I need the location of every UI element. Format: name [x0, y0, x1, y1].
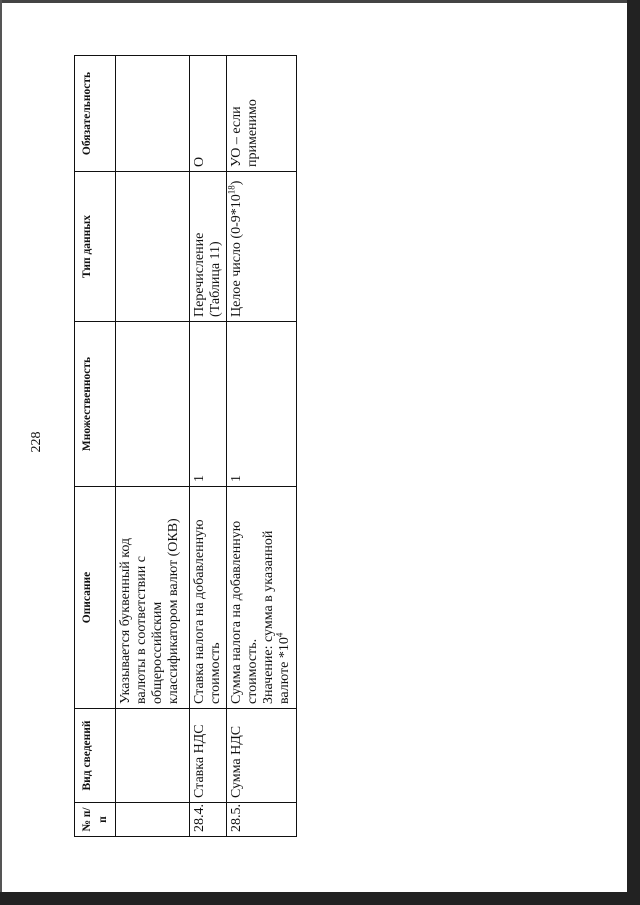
cell-obligation: О — [190, 56, 227, 172]
description-line: стоимость. — [245, 638, 260, 704]
description-line: Указывается буквенный код — [118, 537, 133, 704]
description-line: стоимость — [208, 642, 223, 704]
header-obligation: Обязательность — [75, 56, 116, 172]
description-line: Ставка налога на добавленную — [192, 519, 207, 704]
description-line: валюты в соответствии с — [134, 556, 149, 704]
table-header-row — [75, 56, 116, 837]
description-superscript: 4 — [274, 632, 285, 638]
description-line: общероссийским — [150, 601, 165, 704]
cell-description — [227, 487, 297, 709]
type-tail: ) — [229, 180, 244, 186]
header-multiplicity: Множественность — [75, 322, 116, 487]
table-row — [190, 56, 227, 837]
cell-kind — [116, 709, 190, 803]
cell-multiplicity — [116, 322, 190, 487]
cell-obligation: УО – если применимо — [227, 56, 297, 172]
cell-kind: Ставка НДС — [190, 709, 227, 803]
cell-num: 28.4. — [190, 803, 227, 837]
description-line: Сумма налога на добавленную — [229, 520, 244, 704]
spec-table — [74, 55, 297, 837]
table-row — [116, 56, 190, 837]
cell-obligation — [116, 56, 190, 172]
page-edge-right — [627, 0, 640, 905]
cell-type — [227, 172, 297, 322]
page-edge-bottom — [0, 892, 640, 905]
description-line: Значение: сумма в указанной — [261, 530, 276, 704]
cell-type — [116, 172, 190, 322]
table-row — [227, 56, 297, 837]
rotated-page-content — [29, 56, 292, 837]
page-number: 228 — [29, 431, 44, 453]
header-num: № п/п — [75, 803, 116, 837]
description-line — [274, 491, 293, 704]
header-type: Тип данных — [75, 172, 116, 322]
page-edge-left — [0, 0, 2, 905]
page-edge-top — [0, 0, 640, 3]
type-superscript: 18 — [226, 185, 237, 195]
cell-multiplicity: 1 — [190, 322, 227, 487]
cell-type: Перечисление (Таблица 11) — [190, 172, 227, 322]
cell-description — [116, 487, 190, 709]
description-text: валюте *10 — [277, 637, 292, 704]
cell-multiplicity: 1 — [227, 322, 297, 487]
cell-description — [190, 487, 227, 709]
cell-kind: Сумма НДС — [227, 709, 297, 803]
header-kind: Вид сведений — [75, 709, 116, 803]
type-text: Целое число (0-9*10 — [229, 194, 244, 317]
header-description: Описание — [75, 487, 116, 709]
cell-num: 28.5. — [227, 803, 297, 837]
cell-num — [116, 803, 190, 837]
description-line: классификатором валют (ОКВ) — [166, 518, 181, 704]
